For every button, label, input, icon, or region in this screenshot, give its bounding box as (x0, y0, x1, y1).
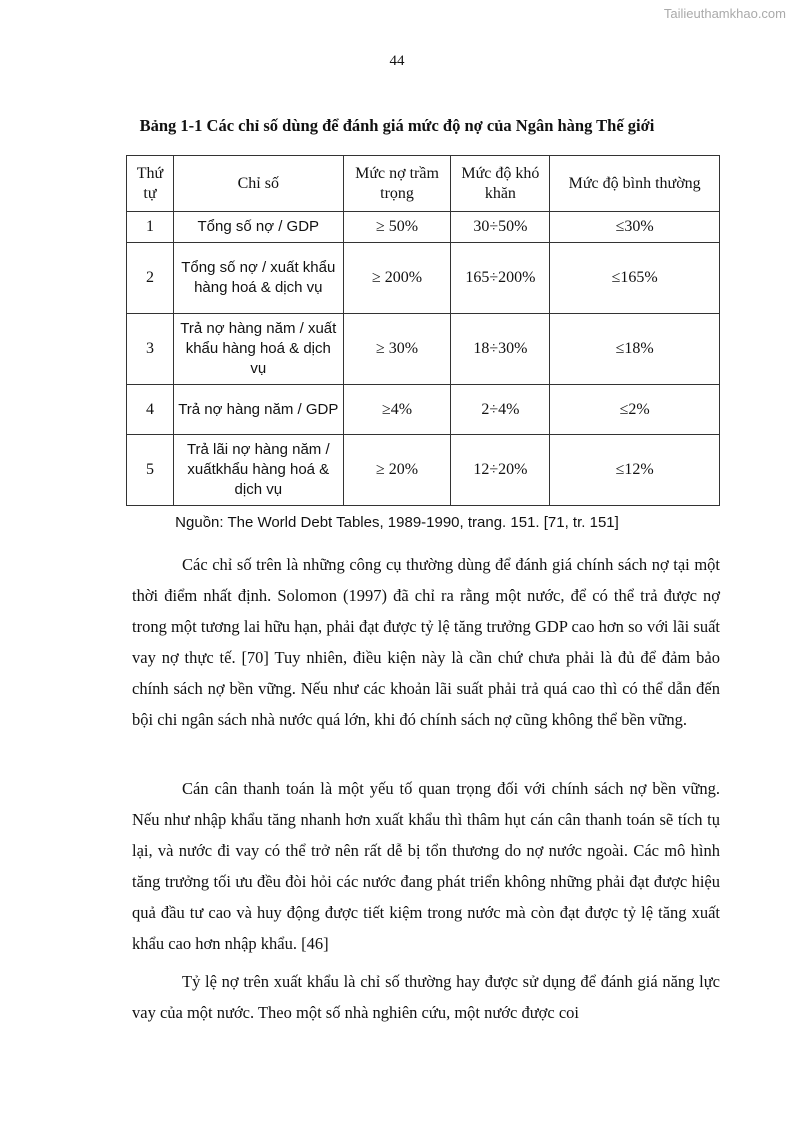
cell-order: 4 (127, 385, 174, 435)
cell-normal: ≤2% (550, 385, 720, 435)
cell-indicator: Tổng số nợ / GDP (173, 212, 343, 243)
body-paragraph: Các chỉ số trên là những công cụ thường dùng để đánh giá chính sách nợ tại một thời điểm nhất định. Solomon (1997) đã chỉ ra rằng một nước, để có thể trả được nợ trong một tương lai hữu hạn, phải đạt được tỷ lệ tăng trưởng GDP cao hơn so với lãi suất vay nợ thực tế. [70] Tuy nhiên, điều kiện này là cần chứ chưa phải là đủ để đảm bảo chính sách nợ bền vững. Nếu như các khoản lãi suất phải trả quá cao thì có thể dẫn đến bội chi ngân sách nhà nước quá lớn, khi đó chính sách nợ cũng không thể bền vững. (132, 555, 720, 729)
table-row (127, 435, 720, 506)
table-row (127, 243, 720, 314)
watermark: Tailieuthamkhao.com (663, 6, 786, 21)
table-row (127, 314, 720, 385)
cell-severe: ≥ 20% (343, 435, 451, 506)
cell-indicator: Tổng số nợ / xuất khẩu hàng hoá & dịch vụ (173, 243, 343, 314)
cell-difficult: 2÷4% (451, 385, 550, 435)
body-paragraph: Tỷ lệ nợ trên xuất khẩu là chỉ số thường hay được sử dụng để đánh giá năng lực vay của một nước. Theo một số nhà nghiên cứu, một nước được coi (132, 972, 720, 1022)
debt-indicator-table (126, 155, 720, 506)
header-order: Thứ tự (127, 156, 174, 212)
cell-difficult: 165÷200% (451, 243, 550, 314)
cell-order: 1 (127, 212, 174, 243)
cell-indicator: Trả nợ hàng năm / xuất khẩu hàng hoá & dịch vụ (173, 314, 343, 385)
cell-difficult: 12÷20% (451, 435, 550, 506)
table-row (127, 212, 720, 243)
cell-severe: ≥ 50% (343, 212, 451, 243)
table-caption: Bảng 1-1 Các chỉ số dùng để đánh giá mức độ nợ của Ngân hàng Thế giới (139, 116, 655, 135)
table-row (127, 385, 720, 435)
cell-severe: ≥ 200% (343, 243, 451, 314)
cell-normal: ≤30% (550, 212, 720, 243)
header-difficult: Mức độ khó khăn (451, 156, 550, 212)
header-indicator: Chỉ số (173, 156, 343, 212)
cell-difficult: 30÷50% (451, 212, 550, 243)
cell-order: 3 (127, 314, 174, 385)
cell-normal: ≤18% (550, 314, 720, 385)
cell-order: 5 (127, 435, 174, 506)
cell-order: 2 (127, 243, 174, 314)
cell-normal: ≤165% (550, 243, 720, 314)
cell-indicator: Trả lãi nợ hàng năm / xuấtkhẩu hàng hoá & dịch vụ (173, 435, 343, 506)
header-normal: Mức độ bình thường (550, 156, 720, 212)
table-source-note: Nguồn: The World Debt Tables, 1989-1990, trang. 151. [71, tr. 151] (175, 514, 619, 531)
body-paragraph: Cán cân thanh toán là một yếu tố quan trọng đối với chính sách nợ bền vững. Nếu như nhập khẩu tăng nhanh hơn xuất khẩu thì thâm hụt cán cân thanh toán sẽ tích tụ lại, và nước đi vay có thể trở nên rất dễ bị tổn thương do nợ nước ngoài. Các mô hình tăng trưởng tối ưu đều đòi hỏi các nước đang phát triển không những phải đạt được hiệu quả đầu tư cao và huy động được tiết kiệm trong nước mà còn đạt được tỷ lệ tăng xuất khẩu cao hơn nhập khẩu. [46] (132, 779, 720, 953)
cell-normal: ≤12% (550, 435, 720, 506)
table-header-row (127, 156, 720, 212)
cell-indicator: Trả nợ hàng năm / GDP (173, 385, 343, 435)
cell-severe: ≥ 30% (343, 314, 451, 385)
cell-severe: ≥4% (343, 385, 451, 435)
header-severe: Mức nợ trầm trọng (343, 156, 451, 212)
page-number: 44 (389, 53, 405, 69)
cell-difficult: 18÷30% (451, 314, 550, 385)
